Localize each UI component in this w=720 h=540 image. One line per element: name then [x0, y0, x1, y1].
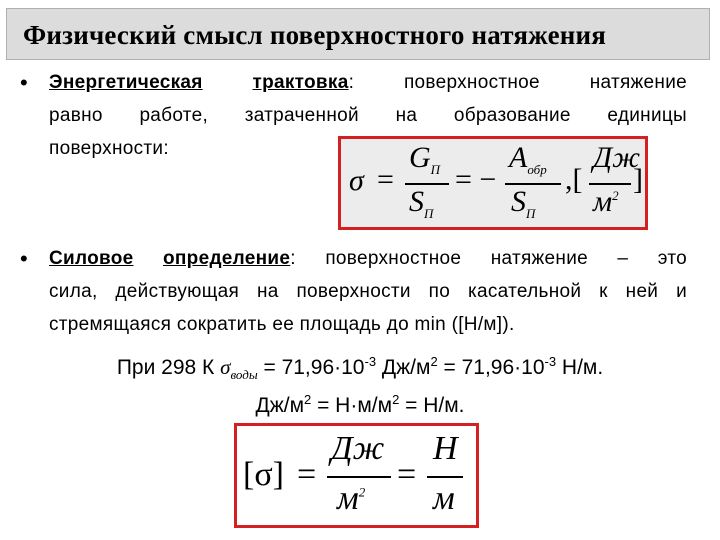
newton-numerator: Н: [433, 430, 458, 467]
title-bar: [6, 8, 710, 60]
energy-line-1: [49, 66, 687, 99]
bullet-force: •: [20, 246, 28, 271]
fraction-g-denominator: $S_П$: [409, 185, 434, 221]
unit-denominator: $м^2$: [593, 185, 619, 218]
slide-title: Физический смысл поверхностного натяжения: [23, 20, 607, 50]
fraction-bar-4: [427, 476, 463, 478]
force-colon: :: [290, 248, 296, 269]
unit-close-bracket: ]: [633, 163, 643, 196]
force-text-1: поверхностное натяжение – это: [325, 248, 687, 269]
formula-energy: [338, 136, 648, 230]
equals-sign-1: =: [297, 456, 317, 493]
energy-term-1: Энергетическая: [49, 72, 203, 93]
formula-units: [234, 423, 479, 528]
energy-colon: :: [348, 72, 355, 93]
fraction-g-numerator: $G_П$: [409, 141, 441, 177]
equals-sign: =: [377, 163, 394, 196]
sigma-symbol: σ: [349, 164, 364, 197]
equals-sign-2: =: [397, 456, 417, 493]
bullet-energy: •: [20, 70, 28, 95]
unit-open-bracket: ,[: [565, 163, 583, 196]
sigma-water: σ: [220, 355, 231, 379]
force-paragraph: [49, 242, 687, 341]
unit-conversion-line: $Дж/м^2 = Н\cdot м/м^2 = Н/м$.: [255, 392, 465, 417]
force-line-2: сила, действующая на поверхности по касательной к ней и: [49, 281, 687, 302]
sigma-dimension: [σ]: [243, 456, 284, 493]
joule-numerator: Дж: [331, 430, 385, 467]
equals-minus-sign: = −: [455, 163, 497, 196]
force-line-1: [49, 242, 687, 275]
fraction-a-numerator: $A_{обр}$: [509, 141, 547, 177]
force-line-3: стремящаяся сократить ее площадь до min ([Н/м]).: [49, 314, 515, 335]
energy-line-2: равно работе, затраченной на образование единицы: [49, 105, 687, 126]
fraction-a-denominator: $S_П$: [511, 185, 536, 221]
fraction-bar-3: [327, 476, 391, 478]
force-term-2: определение: [162, 248, 291, 269]
energy-text-1: поверхностное натяжение: [403, 72, 687, 93]
water-value-line: При 298 К $\sigma_{воды} = 71,96\cdot 10^{-3}$ $Дж/м^2 = 71,96\cdot 10^{-3}$ Н/м.: [116, 354, 604, 383]
meter-denominator: м: [433, 480, 455, 517]
force-term-1: Силовое: [49, 248, 134, 269]
energy-term-2: трактовка: [252, 72, 349, 93]
unit-numerator: Дж: [593, 141, 640, 174]
energy-line-3: поверхности:: [49, 138, 169, 159]
meter-squared-denominator: $м^2$: [337, 480, 366, 517]
